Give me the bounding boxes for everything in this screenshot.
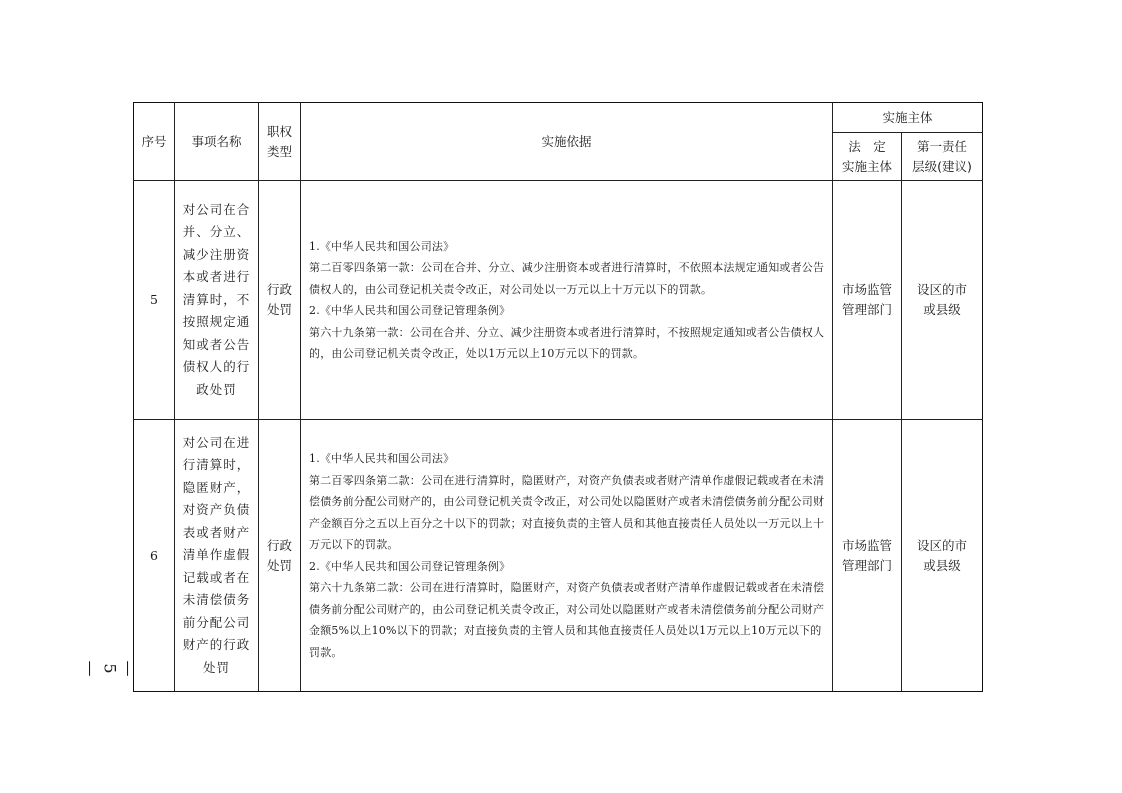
- row-name: 对公司在进行清算时，隐匿财产，对资产负债表或者财产清单作虚假记载或者在未清偿债务前分配公司财产的行政处罚: [175, 420, 259, 692]
- row-basis: [301, 420, 833, 692]
- basis-regulation-title: 2.《中华人民共和国公司登记管理条例》: [309, 304, 511, 317]
- authority-table: [133, 102, 983, 692]
- row-seq: 6: [134, 420, 175, 692]
- header-first-resp-line2: 层级(建议): [912, 158, 972, 174]
- header-first-resp: [902, 133, 983, 181]
- header-seq: 序号: [134, 103, 175, 181]
- header-subject: 实施主体: [833, 103, 983, 133]
- basis-law-title: 1.《中华人民共和国公司法》: [309, 239, 455, 253]
- basis-law-clause: 第二百零四条第一款：公司在合并、分立、减少注册资本或者进行清算时，不依照本法规定通知或者公告债权人的，由公司登记机关责令改正，对公司处以一万元以上十万元以下的罚款。: [309, 261, 825, 296]
- row-basis: [301, 181, 833, 420]
- table-row: [134, 420, 983, 692]
- row-first-resp: 设区的市或县级: [902, 420, 983, 692]
- header-first-resp-line1: 第一责任: [917, 138, 968, 154]
- basis-law-title: 1.《中华人民共和国公司法》: [309, 452, 455, 465]
- row-first-resp: 设区的市或县级: [902, 181, 983, 420]
- row-legal-subject: 市场监管管理部门: [833, 181, 902, 420]
- basis-regulation-title: 2.《中华人民共和国公司登记管理条例》: [309, 559, 511, 573]
- header-basis: 实施依据: [301, 103, 833, 181]
- header-type: 职权类型: [259, 103, 301, 181]
- header-name: 事项名称: [175, 103, 259, 181]
- row-legal-subject: 市场监管管理部门: [833, 420, 902, 692]
- header-legal-subject-line2: 实施主体: [841, 158, 892, 174]
- page-number-text: — 5 —: [81, 660, 139, 677]
- row-type: 行政处罚: [259, 181, 301, 420]
- page-number: [81, 610, 139, 690]
- row-name: 对公司在合并、分立、减少注册资本或者进行清算时，不按照规定通知或者公告债权人的行政处罚: [175, 181, 259, 420]
- row-seq: 5: [134, 181, 175, 420]
- header-legal-subject-line1: 法 定: [848, 138, 886, 154]
- basis-regulation-clause: 第六十九条第一款：公司在合并、分立、减少注册资本或者进行清算时，不按照规定通知或者公告债权人的，由公司登记机关责令改正，处以1万元以上10万元以下的罚款。: [309, 325, 825, 360]
- header-legal-subject: [833, 133, 902, 181]
- basis-regulation-clause: 第六十九条第二款：公司在进行清算时，隐匿财产，对资产负债表或者财产清单作虚假记载或者在未清偿债务前分配公司财产的，由公司登记机关责令改正，对公司处以隐匿财产或者未清偿债务前分配公司财产金额5%以上10%以下的罚款；对直接负责的主管人员和其他直接责任人员处以1万元以上10万元以下的罚款。: [309, 581, 825, 659]
- table-row: [134, 181, 983, 420]
- row-type: 行政处罚: [259, 420, 301, 692]
- basis-law-clause: 第二百零四条第二款：公司在进行清算时，隐匿财产，对资产负债表或者财产清单作虚假记载或者在未清偿债务前分配公司财产的，由公司登记机关责令改正，对公司处以隐匿财产或者未清偿债务前分配公司财产金额百分之五以上百分之十以下的罚款；对直接负责的主管人员和其他直接责任人员处以一万元以上十万元以下的罚款。: [309, 473, 825, 551]
